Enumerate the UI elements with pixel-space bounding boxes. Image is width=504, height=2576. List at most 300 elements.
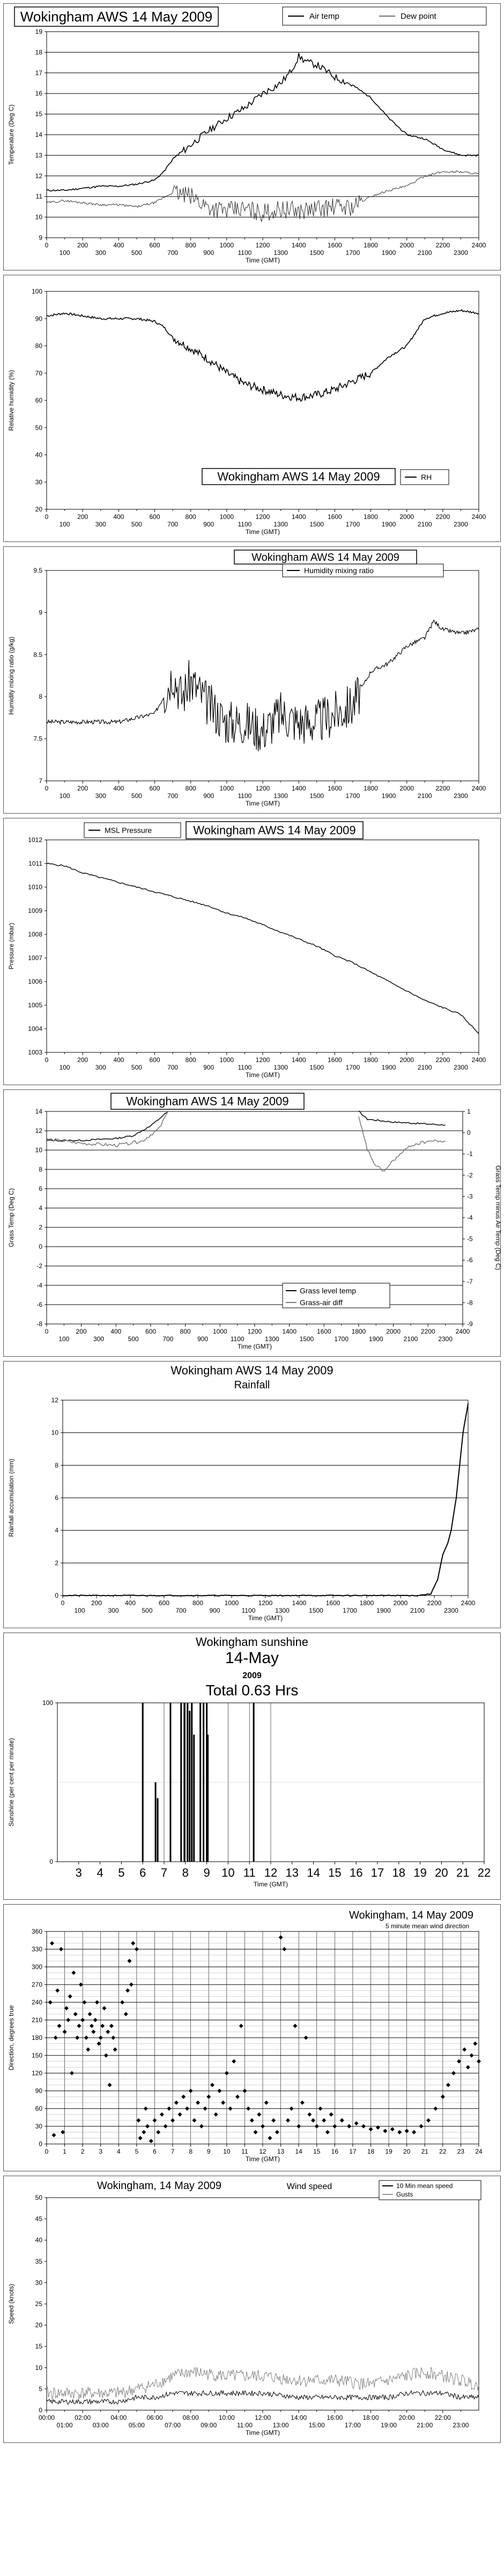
- x-tick-label: 1600: [327, 1056, 342, 1064]
- plot-area: [47, 1111, 463, 1324]
- pressure-chart: [4, 818, 500, 1085]
- x-tick-label: 0: [45, 513, 49, 521]
- y-tick-label: 8: [39, 693, 42, 701]
- x-tick-label: 600: [149, 785, 160, 792]
- x-tick-label: 23: [457, 2148, 465, 2155]
- x-tick-label: 13:00: [272, 2421, 289, 2429]
- x-tick-label: 600: [149, 241, 160, 249]
- y-axis-label: Relative humidity (%): [8, 370, 15, 431]
- x-tick-label: 100: [59, 1064, 70, 1071]
- x-tick-label: 700: [167, 249, 179, 257]
- x-tick-label: 500: [131, 1064, 142, 1071]
- x-tick-label: 1100: [238, 249, 252, 257]
- x-tick-label: 1200: [255, 241, 270, 249]
- x-tick-label: 07:00: [165, 2421, 181, 2429]
- x-tick-label: 1300: [273, 521, 288, 528]
- x-tick-label: 16: [349, 1866, 363, 1879]
- x-tick-label: 1300: [273, 1064, 288, 1071]
- x-tick-label: 400: [113, 241, 124, 249]
- y-tick-label: 16: [35, 90, 42, 98]
- x-tick-label: 4: [116, 2148, 121, 2155]
- y-tick-label: 1004: [28, 1025, 42, 1033]
- x-tick-label: 2200: [435, 785, 450, 792]
- x-tick-label: 1: [63, 2148, 66, 2155]
- x-tick-label: 12:00: [254, 2414, 271, 2421]
- x-tick-label: 08:00: [182, 2414, 199, 2421]
- x-tick-label: 1700: [334, 1335, 349, 1343]
- x-tick-label: 3: [75, 1866, 82, 1879]
- legend-label-grass-level-temp: Grass level temp: [300, 1286, 357, 1295]
- plot-area: [47, 840, 479, 1052]
- y-tick-label: 18: [35, 48, 42, 56]
- x-tick-label: 13: [277, 2148, 285, 2155]
- x-tick-label: 2400: [471, 513, 486, 521]
- y-tick-label: 7.5: [33, 735, 42, 743]
- y-tick-label: 15: [35, 110, 42, 118]
- y-tick-label: 12: [51, 1396, 58, 1404]
- x-tick-label: 1600: [316, 1328, 331, 1335]
- y-tick-label: 2: [39, 1224, 42, 1231]
- x-tick-label: 300: [95, 249, 106, 257]
- relative-humidity-chart: [4, 275, 500, 541]
- x-tick-label: 16: [331, 2148, 339, 2155]
- chart-panel-pressure: [3, 818, 501, 1085]
- grass-temp-chart: [4, 1090, 500, 1356]
- rainfall-chart: [4, 1362, 500, 1628]
- y-tick-label: 100: [42, 1699, 53, 1707]
- x-tick-label: 1100: [230, 1335, 244, 1343]
- x-tick-label: 18:00: [362, 2414, 379, 2421]
- y-tick-label: 50: [35, 423, 42, 431]
- plot-area: [47, 570, 479, 781]
- x-tick-label: 01:00: [56, 2421, 73, 2429]
- y-tick-label: 1003: [28, 1049, 42, 1056]
- x-tick-label: 9: [206, 2148, 211, 2155]
- x-tick-label: 17: [370, 1866, 384, 1879]
- x-tick-label: 2300: [438, 1335, 453, 1343]
- x-tick-label: 300: [93, 1335, 105, 1343]
- x-tick-label: 500: [131, 249, 142, 257]
- x-tick-label: 1100: [241, 1607, 256, 1614]
- x-tick-label: 900: [203, 521, 214, 528]
- y-tick-label: 1007: [28, 954, 42, 962]
- y-tick-label: 12: [35, 172, 42, 180]
- y-tick-label: 11: [35, 193, 42, 201]
- y-axis-label: Rainfall accumulation (mm): [8, 1459, 15, 1537]
- x-tick-label: 1900: [376, 1607, 391, 1614]
- chart-title: Wokingham AWS 14 May 2009: [126, 1094, 289, 1108]
- x-axis-label: Time (GMT): [245, 800, 280, 807]
- x-tick-label: 400: [113, 513, 124, 521]
- y-tick-label: 10: [35, 213, 42, 221]
- chart-title: Wokingham sunshine: [196, 1635, 308, 1649]
- x-tick-label: 300: [95, 521, 106, 528]
- x-tick-label: 14: [307, 1866, 320, 1879]
- x-tick-label: 1800: [364, 785, 378, 792]
- x-tick-label: 20:00: [398, 2414, 415, 2421]
- x-tick-label: 09:00: [201, 2421, 217, 2429]
- y-axis-label: Humidity mixing ratio (g/kg): [8, 636, 15, 715]
- x-tick-label: 100: [59, 521, 70, 528]
- x-tick-label: 900: [209, 1607, 220, 1614]
- x-tick-label: 600: [149, 1056, 160, 1064]
- x-tick-label: 500: [142, 1607, 153, 1614]
- x-axis-label: Time (GMT): [253, 1880, 288, 1888]
- x-tick-label: 800: [185, 241, 196, 249]
- x-tick-label: 1300: [264, 1335, 279, 1343]
- y-tick-label: 1010: [28, 883, 42, 891]
- y-tick-label: -6: [36, 1301, 42, 1308]
- x-tick-label: 1900: [381, 792, 396, 800]
- x-tick-label: 14: [295, 2148, 302, 2155]
- x-tick-label: 400: [113, 785, 124, 792]
- y-tick-label: 1005: [28, 1001, 42, 1009]
- x-tick-label: 2000: [399, 513, 414, 521]
- x-tick-label: 1000: [219, 513, 234, 521]
- x-tick-label: 1600: [327, 241, 342, 249]
- x-tick-label: 300: [95, 1064, 106, 1071]
- chart-title: Wokingham, 14 May 2009: [349, 1909, 473, 1921]
- x-tick-label: 21: [456, 1866, 470, 1879]
- chart-subtitle: 5 minute mean wind direction: [385, 1922, 470, 1930]
- x-tick-label: 2000: [399, 1056, 414, 1064]
- x-tick-label: 2100: [410, 1607, 425, 1614]
- x-tick-label: 1200: [255, 785, 270, 792]
- y-tick-label: 4: [55, 1526, 58, 1534]
- y-tick-label: 6: [39, 1185, 42, 1192]
- y-tick-label: 60: [35, 397, 42, 404]
- y-tick-label: 1009: [28, 907, 42, 914]
- x-tick-label: 11:00: [236, 2421, 253, 2429]
- x-tick-label: 700: [162, 1335, 174, 1343]
- x-axis-label: Time (GMT): [237, 1343, 272, 1350]
- y-tick-label: 0: [55, 1592, 58, 1599]
- y-tick-label: 2: [55, 1559, 58, 1567]
- x-tick-label: 24: [475, 2148, 483, 2155]
- x-axis-label: Time (GMT): [245, 1071, 280, 1079]
- y-right-tick-label: -1: [467, 1150, 473, 1158]
- chart-title: Wokingham AWS 14 May 2009: [20, 9, 213, 25]
- x-tick-label: 2100: [417, 792, 432, 800]
- y-tick-label: 40: [35, 451, 42, 459]
- x-tick-label: 11: [241, 2148, 248, 2155]
- y-tick-label: 20: [35, 2321, 42, 2329]
- legend-label-dew-point: Dew point: [401, 12, 436, 21]
- chart-year: 2009: [242, 1671, 262, 1680]
- y-tick-label: 0: [39, 1243, 42, 1250]
- y-tick-label: 270: [31, 1981, 42, 1988]
- x-tick-label: 2400: [455, 1328, 470, 1335]
- y-tick-label: 12: [35, 1127, 42, 1135]
- y-tick-label: 14: [35, 131, 42, 138]
- x-tick-label: 2300: [454, 521, 468, 528]
- y-tick-label: 60: [35, 2105, 42, 2112]
- x-tick-label: 14:00: [291, 2414, 307, 2421]
- y-tick-label: 13: [35, 151, 42, 159]
- x-tick-label: 06:00: [146, 2414, 163, 2421]
- x-tick-label: 1400: [291, 1056, 306, 1064]
- y-right-tick-label: -6: [467, 1256, 473, 1264]
- x-tick-label: 1500: [309, 1607, 323, 1614]
- x-tick-label: 1300: [273, 249, 288, 257]
- y-tick-label: 45: [35, 2215, 42, 2223]
- x-tick-label: 12: [259, 2148, 266, 2155]
- x-tick-label: 1500: [309, 249, 324, 257]
- x-tick-label: 800: [185, 1056, 196, 1064]
- chart-panel-wind-speed: [3, 2176, 501, 2443]
- y-axis-label: Temperature (Deg C): [8, 104, 15, 165]
- y-tick-label: 8: [55, 1461, 58, 1469]
- x-tick-label: 2400: [461, 1599, 476, 1607]
- x-tick-label: 2300: [454, 1064, 468, 1071]
- x-tick-label: 100: [59, 249, 70, 257]
- x-tick-label: 6: [139, 1866, 146, 1879]
- x-tick-label: 2000: [393, 1599, 408, 1607]
- x-tick-label: 600: [145, 1328, 157, 1335]
- x-tick-label: 2000: [399, 241, 414, 249]
- x-tick-label: 12: [264, 1866, 278, 1879]
- y-tick-label: 35: [35, 2257, 42, 2265]
- x-tick-label: 13: [285, 1866, 299, 1879]
- y-tick-label: 9: [39, 609, 42, 617]
- y-tick-label: 7: [39, 777, 42, 785]
- y-tick-label: 30: [35, 2279, 42, 2287]
- x-tick-label: 2300: [454, 792, 468, 800]
- x-tick-label: 600: [158, 1599, 170, 1607]
- x-tick-label: 1200: [255, 513, 270, 521]
- x-tick-label: 200: [77, 1056, 88, 1064]
- x-tick-label: 15:00: [308, 2421, 325, 2429]
- x-tick-label: 11: [243, 1866, 256, 1879]
- y-tick-label: 80: [35, 342, 42, 350]
- x-tick-label: 1700: [345, 521, 360, 528]
- x-tick-label: 2200: [427, 1599, 442, 1607]
- x-tick-label: 200: [77, 513, 88, 521]
- legend-label-air-temp: Air temp: [309, 12, 339, 21]
- x-tick-label: 800: [185, 785, 196, 792]
- y-right-tick-label: -4: [467, 1214, 473, 1221]
- x-tick-label: 7: [160, 1866, 168, 1879]
- x-tick-label: 2100: [403, 1335, 418, 1343]
- wind-speed-chart: [4, 2176, 500, 2442]
- x-tick-label: 2200: [435, 513, 450, 521]
- chart-panel-rainfall: [3, 1361, 501, 1628]
- chart-panel-grass-temp: [3, 1089, 501, 1357]
- x-tick-label: 0: [61, 1599, 65, 1607]
- x-tick-label: 2200: [435, 1056, 450, 1064]
- y-right-tick-label: -7: [467, 1277, 473, 1285]
- x-tick-label: 1400: [292, 1599, 307, 1607]
- x-tick-label: 2: [80, 2148, 85, 2155]
- y-tick-label: 9: [39, 234, 42, 241]
- x-tick-label: 400: [124, 1599, 136, 1607]
- x-tick-label: 2400: [471, 1056, 486, 1064]
- x-tick-label: 1800: [359, 1599, 374, 1607]
- x-tick-label: 1000: [219, 241, 234, 249]
- x-tick-label: 1200: [258, 1599, 273, 1607]
- y-tick-label: 300: [31, 1963, 42, 1971]
- y-axis-label: Sunshine (per cent per minute): [8, 1738, 15, 1827]
- y-tick-label: 330: [31, 1945, 42, 1953]
- y-right-tick-label: 0: [467, 1129, 471, 1137]
- x-tick-label: 2300: [444, 1607, 458, 1614]
- x-tick-label: 22: [439, 2148, 447, 2155]
- chart-panel-wind-direction: [3, 1904, 501, 2171]
- x-tick-label: 800: [185, 513, 196, 521]
- x-tick-label: 2100: [417, 521, 432, 528]
- x-tick-label: 1100: [238, 521, 252, 528]
- y-tick-label: 10: [51, 1429, 58, 1437]
- y-tick-label: -8: [36, 1320, 42, 1328]
- x-tick-label: 900: [203, 792, 214, 800]
- x-tick-label: 22: [477, 1866, 491, 1879]
- y-tick-label: 1011: [28, 860, 42, 867]
- x-tick-label: 1100: [238, 792, 252, 800]
- y-tick-label: 20: [35, 506, 42, 513]
- y-tick-label: 100: [31, 288, 42, 295]
- x-tick-label: 22:00: [434, 2414, 451, 2421]
- chart-panel-temperature: [3, 3, 501, 270]
- x-tick-label: 15: [328, 1866, 342, 1879]
- x-tick-label: 900: [197, 1335, 209, 1343]
- y-tick-label: 14: [35, 1108, 42, 1115]
- sunshine-chart: [4, 1633, 500, 1899]
- y-right-axis-label: Grass Temp minus Air Temp (Deg C): [494, 1165, 502, 1270]
- chart-subtitle: 14-May: [225, 1649, 279, 1667]
- x-tick-label: 1000: [212, 1328, 227, 1335]
- x-tick-label: 5: [135, 2148, 139, 2155]
- x-tick-label: 8: [182, 1866, 189, 1879]
- chart-panel-sunshine: [3, 1633, 501, 1900]
- y-tick-label: 40: [35, 2236, 42, 2244]
- x-tick-label: 16:00: [327, 2414, 343, 2421]
- x-tick-label: 17:00: [344, 2421, 361, 2429]
- x-tick-label: 19: [413, 1866, 427, 1879]
- x-tick-label: 1800: [351, 1328, 366, 1335]
- y-tick-label: 6: [55, 1494, 58, 1502]
- y-tick-label: 1008: [28, 931, 42, 938]
- y-tick-label: 25: [35, 2300, 42, 2308]
- y-tick-label: 8.5: [33, 650, 42, 658]
- x-tick-label: 700: [167, 1064, 179, 1071]
- x-tick-label: 04:00: [110, 2414, 127, 2421]
- legend-label-msl-pressure: MSL Pressure: [105, 826, 152, 835]
- x-tick-label: 0: [45, 2148, 49, 2155]
- x-tick-label: 1900: [381, 521, 396, 528]
- x-tick-label: 7: [171, 2148, 175, 2155]
- x-tick-label: 300: [95, 792, 106, 800]
- x-tick-label: 10: [221, 1866, 235, 1879]
- chart-total: Total 0.63 Hrs: [205, 1682, 299, 1699]
- x-tick-label: 800: [192, 1599, 204, 1607]
- chart-title: Wokingham AWS 14 May 2009: [171, 1364, 333, 1377]
- x-tick-label: 500: [128, 1335, 139, 1343]
- x-tick-label: 200: [77, 785, 88, 792]
- x-tick-label: 1400: [282, 1328, 297, 1335]
- y-right-tick-label: -2: [467, 1171, 473, 1179]
- x-tick-label: 0: [45, 1056, 49, 1064]
- x-tick-label: 200: [76, 1328, 87, 1335]
- y-tick-label: 30: [35, 2123, 42, 2130]
- x-tick-label: 19: [385, 2148, 392, 2155]
- x-tick-label: 1700: [345, 1064, 360, 1071]
- y-right-tick-label: -8: [467, 1299, 473, 1307]
- x-tick-label: 700: [167, 521, 179, 528]
- x-tick-label: 1700: [345, 792, 360, 800]
- x-tick-label: 1900: [368, 1335, 383, 1343]
- x-tick-label: 15: [313, 2148, 321, 2155]
- legend-label-grass-air-diff: Grass-air diff: [300, 1298, 343, 1307]
- x-tick-label: 2200: [420, 1328, 435, 1335]
- x-tick-label: 0: [45, 785, 49, 792]
- y-right-tick-label: -5: [467, 1235, 473, 1243]
- x-tick-label: 1500: [309, 792, 324, 800]
- chart-title: Wokingham, 14 May 2009: [97, 2180, 221, 2192]
- x-tick-label: 1400: [291, 513, 306, 521]
- x-tick-label: 3: [99, 2148, 103, 2155]
- chart-title: Wokingham AWS 14 May 2009: [251, 552, 399, 564]
- x-tick-label: 17: [349, 2148, 357, 2155]
- wind-direction-chart: [4, 1905, 500, 2171]
- chart-title: Wokingham AWS 14 May 2009: [217, 470, 380, 484]
- y-tick-label: 5: [39, 2385, 42, 2393]
- y-tick-label: 120: [31, 2069, 42, 2077]
- y-tick-label: 15: [35, 2343, 42, 2351]
- x-tick-label: 00:00: [38, 2414, 55, 2421]
- x-axis-label: Time (GMT): [245, 2155, 280, 2163]
- y-axis-label: Speed (knots): [8, 2284, 15, 2324]
- x-tick-label: 800: [180, 1328, 191, 1335]
- y-tick-label: 70: [35, 369, 42, 377]
- x-tick-label: 6: [153, 2148, 157, 2155]
- x-tick-label: 500: [131, 521, 142, 528]
- y-tick-label: 19: [35, 28, 42, 35]
- x-tick-label: 19:00: [381, 2421, 397, 2429]
- y-tick-label: 210: [31, 2016, 42, 2024]
- x-tick-label: 2200: [435, 241, 450, 249]
- y-axis-label: Direction, degrees true: [8, 2005, 15, 2070]
- x-tick-label: 1900: [381, 1064, 396, 1071]
- x-tick-label: 1300: [273, 792, 288, 800]
- x-axis-label: Time (GMT): [245, 528, 280, 536]
- x-tick-label: 0: [45, 1328, 49, 1335]
- y-tick-label: 1012: [28, 836, 42, 844]
- x-tick-label: 2100: [417, 1064, 432, 1071]
- x-tick-label: 1400: [291, 241, 306, 249]
- x-tick-label: 100: [59, 792, 70, 800]
- y-axis-label: Grass Temp (Deg C): [8, 1188, 15, 1247]
- x-tick-label: 100: [74, 1607, 85, 1614]
- x-tick-label: 1800: [364, 513, 378, 521]
- x-tick-label: 200: [77, 241, 88, 249]
- x-tick-label: 5: [118, 1866, 125, 1879]
- x-tick-label: 700: [167, 792, 179, 800]
- x-axis-label: Time (GMT): [245, 2429, 280, 2436]
- chart-subtitle: Wind speed: [286, 2182, 332, 2191]
- x-tick-label: 23:00: [453, 2421, 469, 2429]
- x-tick-label: 2000: [399, 785, 414, 792]
- y-tick-label: 10: [35, 2363, 42, 2372]
- x-tick-label: 1000: [219, 1056, 234, 1064]
- x-tick-label: 8: [189, 2148, 193, 2155]
- x-tick-label: 1800: [364, 241, 378, 249]
- y-right-tick-label: -9: [467, 1320, 473, 1328]
- x-tick-label: 1600: [327, 785, 342, 792]
- x-tick-label: 9: [203, 1866, 210, 1879]
- x-tick-label: 4: [97, 1866, 103, 1879]
- x-tick-label: 1200: [255, 1056, 270, 1064]
- x-tick-label: 1300: [275, 1607, 290, 1614]
